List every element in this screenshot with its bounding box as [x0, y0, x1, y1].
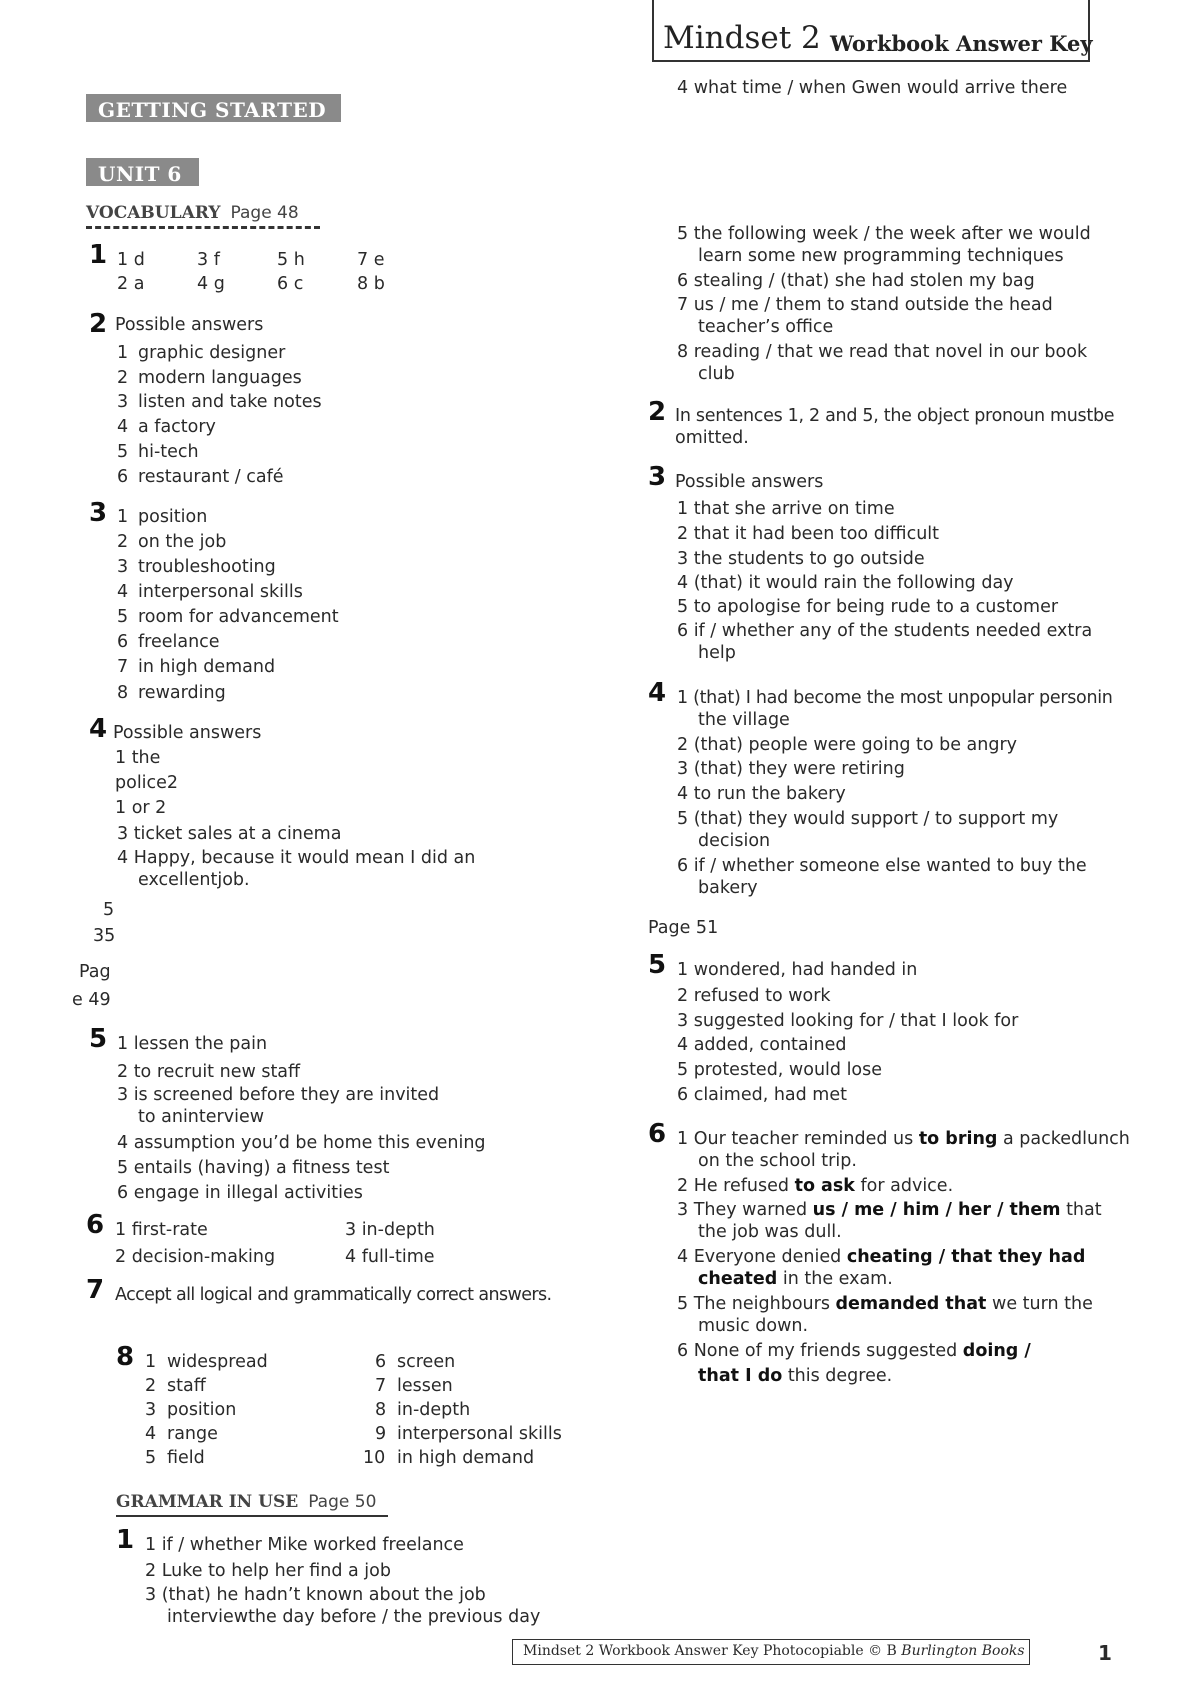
- answer: 1 d: [117, 250, 145, 270]
- exercise-number: 3: [89, 498, 108, 528]
- answer: room for advancement: [138, 607, 339, 627]
- answer: 1 first-rate: [115, 1220, 208, 1240]
- answer: 35: [93, 926, 116, 946]
- grammar-underline: [116, 1515, 388, 1517]
- answer-num: 6: [117, 632, 129, 652]
- vocabulary-underline: [86, 226, 320, 229]
- answer: 4 full-time: [345, 1247, 435, 1267]
- answer: hi-tech: [138, 442, 199, 462]
- answer: 6 c: [277, 274, 304, 294]
- answer: 3 They warned us / me / him / her / them that: [677, 1200, 1102, 1220]
- answer: 1 the: [115, 748, 161, 768]
- answer: to aninterview: [138, 1107, 265, 1127]
- exercise-number: 2: [648, 397, 667, 427]
- answer: 2 that it had been too difficult: [677, 524, 940, 544]
- page-number: 1: [1098, 1641, 1112, 1665]
- answer-num: 3: [117, 392, 129, 412]
- answer: the job was dull.: [698, 1222, 842, 1242]
- answer: 7 e: [357, 250, 385, 270]
- answer: interviewthe day before / the previous day: [167, 1607, 541, 1627]
- exercise-number: 4: [648, 678, 667, 708]
- answer: club: [698, 364, 735, 384]
- answer: 6 stealing / (that) she had stolen my bag: [677, 271, 1035, 291]
- answer: the village: [698, 710, 790, 730]
- answer-num: 4: [117, 582, 129, 602]
- answer: decision: [698, 831, 771, 851]
- answer: 8 reading / that we read that novel in our book: [677, 342, 1088, 362]
- answer: interpersonal skills: [397, 1424, 562, 1444]
- answer: 6 if / whether someone else wanted to buy the: [677, 856, 1087, 876]
- answer-num: 1: [117, 507, 129, 527]
- answer: 1 lessen the pain: [117, 1034, 268, 1054]
- exercise-intro: Possible answers: [113, 723, 262, 743]
- answer: position: [138, 507, 208, 527]
- answer: Accept all logical and grammatically correct answers.: [115, 1285, 552, 1305]
- footer: Mindset 2 Workbook Answer Key Photocopiable © B Burlington Books: [512, 1639, 1030, 1665]
- answer-num: 5: [145, 1448, 157, 1468]
- answer: 1 Our teacher reminded us to bring a packedlunch: [677, 1129, 1130, 1149]
- answer: field: [167, 1448, 205, 1468]
- vocabulary-heading: VOCABULARY Page 48: [86, 203, 299, 223]
- answer-num: 1: [145, 1352, 157, 1372]
- answer: rewarding: [138, 683, 226, 703]
- answer: 6 engage in illegal activities: [117, 1183, 363, 1203]
- answer-num: 8: [375, 1400, 387, 1420]
- answer: 3 (that) they were retiring: [677, 759, 905, 779]
- exercise-number: 2: [89, 309, 108, 339]
- publisher-name: Burlington Books: [901, 1643, 1025, 1659]
- answer: modern languages: [138, 368, 302, 388]
- answer-num: 4: [145, 1424, 157, 1444]
- answer: omitted.: [675, 428, 749, 448]
- answer-num: 1: [117, 343, 129, 363]
- answer: a factory: [138, 417, 216, 437]
- answer-num: 7: [117, 657, 129, 677]
- answer-num: 6: [117, 467, 129, 487]
- answer: 2 decision-making: [115, 1247, 276, 1267]
- answer: In sentences 1, 2 and 5, the object pronoun mustbe: [675, 406, 1115, 426]
- answer: 6 claimed, had met: [677, 1085, 847, 1105]
- answer: 4 (that) it would rain the following day: [677, 573, 1014, 593]
- answer-num: 8: [117, 683, 129, 703]
- answer-num: 10: [363, 1448, 386, 1468]
- answer-num: 3: [117, 557, 129, 577]
- answer: excellentjob.: [138, 870, 250, 890]
- answer: Pag: [79, 962, 111, 982]
- answer: 1 wondered, had handed in: [677, 960, 918, 980]
- answer: 6 None of my friends suggested doing /: [677, 1341, 1031, 1361]
- answer-num: 9: [375, 1424, 387, 1444]
- answer: 3 f: [197, 250, 220, 270]
- answer: 4 assumption you’d be home this evening: [117, 1133, 486, 1153]
- answer: 2 He refused to ask for advice.: [677, 1176, 954, 1196]
- answer-num: 2: [145, 1376, 157, 1396]
- exercise-number: 3: [648, 462, 667, 492]
- answer: on the job: [138, 532, 227, 552]
- answer: 6 if / whether any of the students needed extra: [677, 621, 1093, 641]
- answer-num: 7: [375, 1376, 387, 1396]
- answer: 3 in-depth: [345, 1220, 435, 1240]
- answer: 1 (that) I had become the most unpopular personin: [677, 688, 1113, 708]
- answer: teacher’s office: [698, 317, 834, 337]
- answer: help: [698, 643, 736, 663]
- answer: in high demand: [397, 1448, 535, 1468]
- answer: 1 if / whether Mike worked freelance: [145, 1535, 464, 1555]
- answer: learn some new programming techniques: [698, 246, 1064, 266]
- answer: position: [167, 1400, 237, 1420]
- exercise-number: 5: [648, 950, 667, 980]
- exercise-number: 8: [116, 1342, 135, 1372]
- answer: 4 g: [197, 274, 225, 294]
- answer: staff: [167, 1376, 206, 1396]
- answer: 5 protested, would lose: [677, 1060, 883, 1080]
- answer: interpersonal skills: [138, 582, 303, 602]
- answer: 5 the following week / the week after we would: [677, 224, 1091, 244]
- answer: bakery: [698, 878, 758, 898]
- exercise-number: 6: [86, 1210, 105, 1240]
- answer-num: 6: [375, 1352, 387, 1372]
- answer: in-depth: [397, 1400, 471, 1420]
- answer: 3 the students to go outside: [677, 549, 925, 569]
- answer: freelance: [138, 632, 220, 652]
- answer: 2 Luke to help her find a job: [145, 1561, 391, 1581]
- answer: 3 is screened before they are invited: [117, 1085, 440, 1105]
- answer: 5 (that) they would support / to support my: [677, 809, 1059, 829]
- exercise-intro: Possible answers: [115, 315, 264, 335]
- answer: on the school trip.: [698, 1151, 857, 1171]
- answer: 5 The neighbours demanded that we turn the: [677, 1294, 1093, 1314]
- answer: e 49: [72, 990, 111, 1010]
- answer: 4 Everyone denied cheating / that they had: [677, 1247, 1086, 1267]
- answer: lessen: [397, 1376, 453, 1396]
- answer: 4 added, contained: [677, 1035, 847, 1055]
- answer: police2: [115, 773, 179, 793]
- answer: 1 or 2: [115, 798, 167, 818]
- exercise-number: 6: [648, 1119, 667, 1149]
- exercise-number: 5: [89, 1024, 108, 1054]
- answer-num: 5: [117, 607, 129, 627]
- answer: graphic designer: [138, 343, 286, 363]
- answer: music down.: [698, 1316, 809, 1336]
- answer: 2 a: [117, 274, 145, 294]
- answer: restaurant / café: [138, 467, 284, 487]
- answer: 2 (that) people were going to be angry: [677, 735, 1018, 755]
- answer: listen and take notes: [138, 392, 322, 412]
- answer: 5: [103, 900, 115, 920]
- answer: 3 (that) he hadn’t known about the job: [145, 1585, 486, 1605]
- answer: in high demand: [138, 657, 276, 677]
- section-unit: UNIT 6: [86, 158, 199, 186]
- exercise-number: 7: [86, 1275, 105, 1305]
- answer: 4 what time / when Gwen would arrive there: [677, 78, 1068, 98]
- answer: 4 Happy, because it would mean I did an: [117, 848, 476, 868]
- answer: range: [167, 1424, 218, 1444]
- answer: 4 to run the bakery: [677, 784, 846, 804]
- answer: widespread: [167, 1352, 268, 1372]
- answer: 2 to recruit new staff: [117, 1062, 301, 1082]
- answer-num: 2: [117, 368, 129, 388]
- answer: 3 suggested looking for / that I look for: [677, 1011, 1019, 1031]
- answer-num: 3: [145, 1400, 157, 1420]
- answer: 5 h: [277, 250, 305, 270]
- page-reference: Page 51: [648, 918, 719, 938]
- answer-num: 5: [117, 442, 129, 462]
- answer-num: 4: [117, 417, 129, 437]
- exercise-intro: Possible answers: [675, 472, 824, 492]
- answer: cheated in the exam.: [698, 1269, 893, 1289]
- grammar-heading: GRAMMAR IN USE Page 50: [116, 1492, 377, 1512]
- answer: screen: [397, 1352, 456, 1372]
- section-getting-started: GETTING STARTED: [86, 94, 341, 122]
- answer: 7 us / me / them to stand outside the head: [677, 295, 1053, 315]
- answer: 3 ticket sales at a cinema: [117, 824, 342, 844]
- answer: 5 to apologise for being rude to a customer: [677, 597, 1059, 617]
- answer: that I do this degree.: [698, 1366, 893, 1386]
- answer: 8 b: [357, 274, 385, 294]
- exercise-number: 1: [116, 1525, 135, 1555]
- exercise-number: 1: [89, 240, 108, 270]
- answer-num: 2: [117, 532, 129, 552]
- page-title: Mindset 2: [663, 20, 821, 56]
- answer: troubleshooting: [138, 557, 276, 577]
- exercise-number: 4: [89, 714, 108, 744]
- answer: 1 that she arrive on time: [677, 499, 895, 519]
- answer: 5 entails (having) a fitness test: [117, 1158, 390, 1178]
- page-subtitle: Workbook Answer Key: [830, 31, 1093, 56]
- answer: 2 refused to work: [677, 986, 831, 1006]
